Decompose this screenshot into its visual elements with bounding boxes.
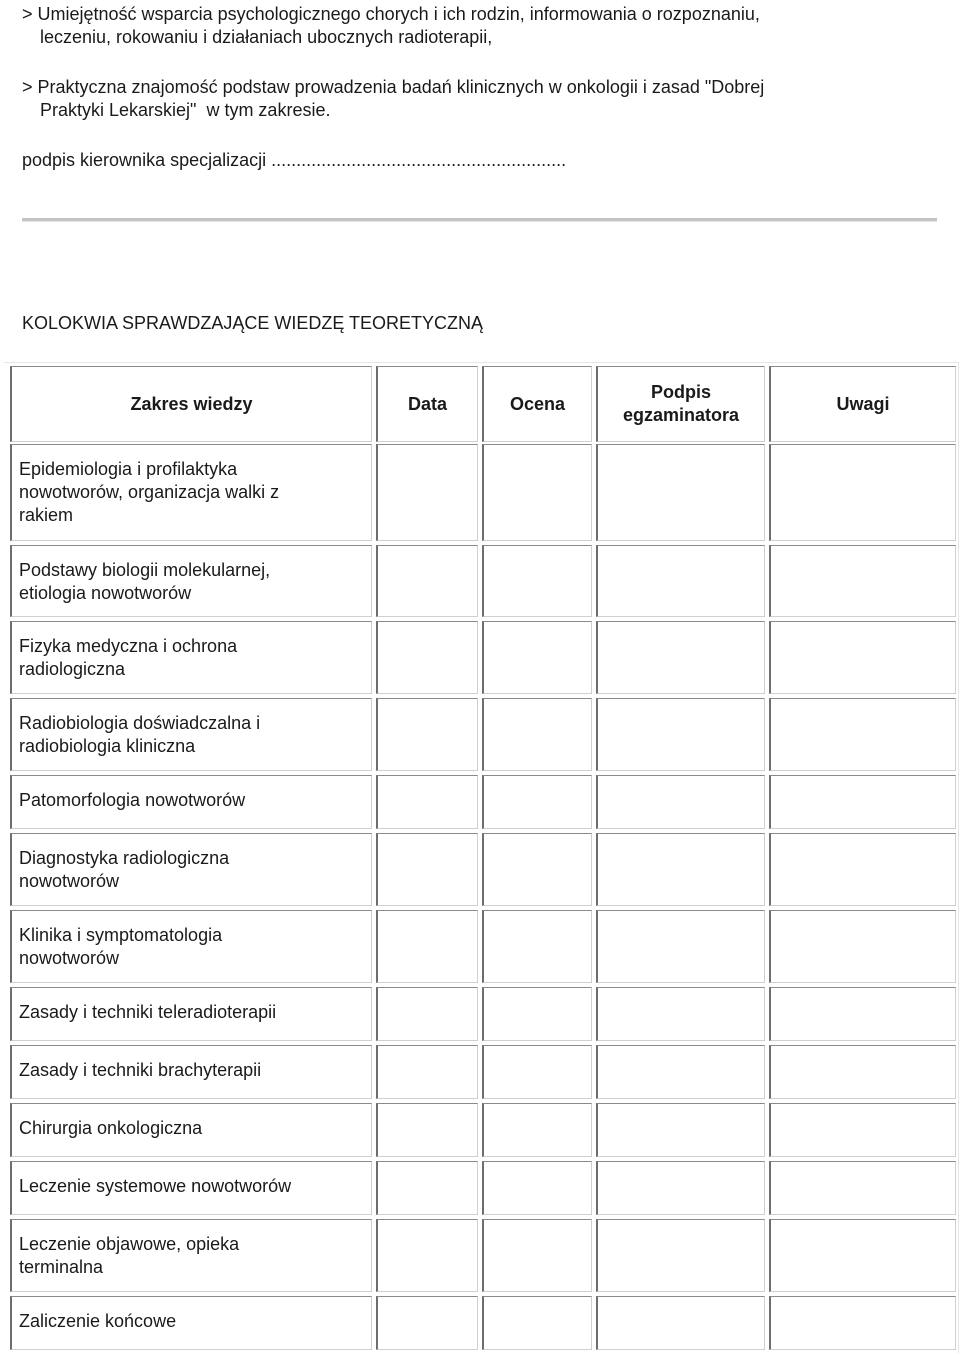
subject-label: Leczenie systemowe nowotworów	[19, 1176, 292, 1196]
cell-notes[interactable]	[769, 621, 956, 694]
cell-grade[interactable]	[482, 833, 592, 906]
cell-date[interactable]	[376, 621, 478, 694]
header-data	[376, 366, 478, 442]
subject-label: Zasady i techniki teleradioterapii	[19, 1002, 277, 1022]
cell-examiner-signature[interactable]	[596, 444, 765, 541]
subject-label: Radiobiologia doświadczalna i radiobiologia kliniczna	[19, 713, 261, 756]
cell-date[interactable]	[376, 1161, 478, 1215]
header-label: Uwagi	[836, 393, 890, 414]
header-podpis-egzaminatora	[596, 366, 765, 442]
cell-date[interactable]	[376, 833, 478, 906]
header-uwagi	[769, 366, 956, 442]
subject-label: Diagnostyka radiologiczna nowotworów	[19, 848, 230, 891]
cell-grade[interactable]	[482, 910, 592, 983]
cell-examiner-signature[interactable]	[596, 910, 765, 983]
cell-examiner-signature[interactable]	[596, 545, 765, 617]
subject-label: Chirurgia onkologiczna	[19, 1118, 203, 1138]
subject-label: Zaliczenie końcowe	[19, 1311, 177, 1331]
cell-grade[interactable]	[482, 1161, 592, 1215]
cell-grade[interactable]	[482, 545, 592, 617]
cell-notes[interactable]	[769, 910, 956, 983]
intro-paragraph-clinical-trials	[22, 76, 764, 122]
cell-examiner-signature[interactable]	[596, 1296, 765, 1350]
cell-notes[interactable]	[769, 1103, 956, 1157]
cell-examiner-signature[interactable]	[596, 833, 765, 906]
supervisor-signature-line: podpis kierownika specjalizacji ...........................................................	[22, 150, 567, 170]
subject-label: Leczenie objawowe, opieka terminalna	[19, 1234, 240, 1277]
horizontal-divider	[22, 218, 937, 222]
subject-label: Zasady i techniki brachyterapii	[19, 1060, 262, 1080]
cell-notes[interactable]	[769, 1045, 956, 1099]
cell-date[interactable]	[376, 1219, 478, 1292]
intro-paragraph-2-line-1: > Praktyczna znajomość podstaw prowadzenia badań klinicznych w onkologii i zasad "Dobrej	[22, 77, 765, 97]
cell-examiner-signature[interactable]	[596, 1045, 765, 1099]
cell-notes[interactable]	[769, 1296, 956, 1350]
cell-grade[interactable]	[482, 1219, 592, 1292]
cell-notes[interactable]	[769, 1161, 956, 1215]
cell-notes[interactable]	[769, 444, 956, 541]
cell-date[interactable]	[376, 1045, 478, 1099]
cell-grade[interactable]	[482, 698, 592, 771]
intro-paragraph-2-line-2: Praktyki Lekarskiej" w tym zakresie.	[40, 100, 331, 120]
cell-grade[interactable]	[482, 775, 592, 829]
cell-grade[interactable]	[482, 1296, 592, 1350]
cell-examiner-signature[interactable]	[596, 621, 765, 694]
cell-date[interactable]	[376, 910, 478, 983]
cell-grade[interactable]	[482, 987, 592, 1041]
intro-paragraph-psychological-support	[22, 3, 760, 49]
cell-grade[interactable]	[482, 1103, 592, 1157]
section-title: KOLOKWIA SPRAWDZAJĄCE WIEDZĘ TEORETYCZNĄ	[22, 313, 484, 333]
cell-examiner-signature[interactable]	[596, 1219, 765, 1292]
header-ocena	[482, 366, 592, 442]
subject-label: Klinika i symptomatologia nowotworów	[19, 925, 223, 968]
header-label: Data	[407, 393, 447, 414]
cell-date[interactable]	[376, 987, 478, 1041]
header-label: Zakres wiedzy	[130, 393, 253, 414]
intro-paragraph-1-line-2: leczeniu, rokowaniu i działaniach ubocznych radioterapii,	[40, 27, 493, 47]
header-label: Ocena	[509, 393, 566, 414]
cell-notes[interactable]	[769, 545, 956, 617]
cell-date[interactable]	[376, 1296, 478, 1350]
cell-notes[interactable]	[769, 775, 956, 829]
header-label: Podpis egzaminatora	[622, 382, 740, 425]
cell-examiner-signature[interactable]	[596, 1161, 765, 1215]
header-zakres-wiedzy	[10, 366, 372, 442]
cell-date[interactable]	[376, 1103, 478, 1157]
cell-grade[interactable]	[482, 444, 592, 541]
cell-notes[interactable]	[769, 1219, 956, 1292]
cell-date[interactable]	[376, 775, 478, 829]
cell-notes[interactable]	[769, 698, 956, 771]
cell-examiner-signature[interactable]	[596, 987, 765, 1041]
subject-label: Podstawy biologii molekularnej, etiologia nowotworów	[19, 560, 271, 603]
intro-paragraph-1-line-1: > Umiejętność wsparcia psychologicznego chorych i ich rodzin, informowania o rozpoznaniu,	[22, 4, 760, 24]
cell-grade[interactable]	[482, 1045, 592, 1099]
cell-examiner-signature[interactable]	[596, 698, 765, 771]
cell-date[interactable]	[376, 698, 478, 771]
cell-examiner-signature[interactable]	[596, 1103, 765, 1157]
subject-label: Epidemiologia i profilaktyka nowotworów, organizacja walki z rakiem	[19, 459, 280, 525]
cell-notes[interactable]	[769, 833, 956, 906]
subject-label: Patomorfologia nowotworów	[19, 790, 246, 810]
cell-date[interactable]	[376, 444, 478, 541]
cell-grade[interactable]	[482, 621, 592, 694]
cell-notes[interactable]	[769, 987, 956, 1041]
subject-label: Fizyka medyczna i ochrona radiologiczna	[19, 636, 238, 679]
cell-examiner-signature[interactable]	[596, 775, 765, 829]
cell-date[interactable]	[376, 545, 478, 617]
